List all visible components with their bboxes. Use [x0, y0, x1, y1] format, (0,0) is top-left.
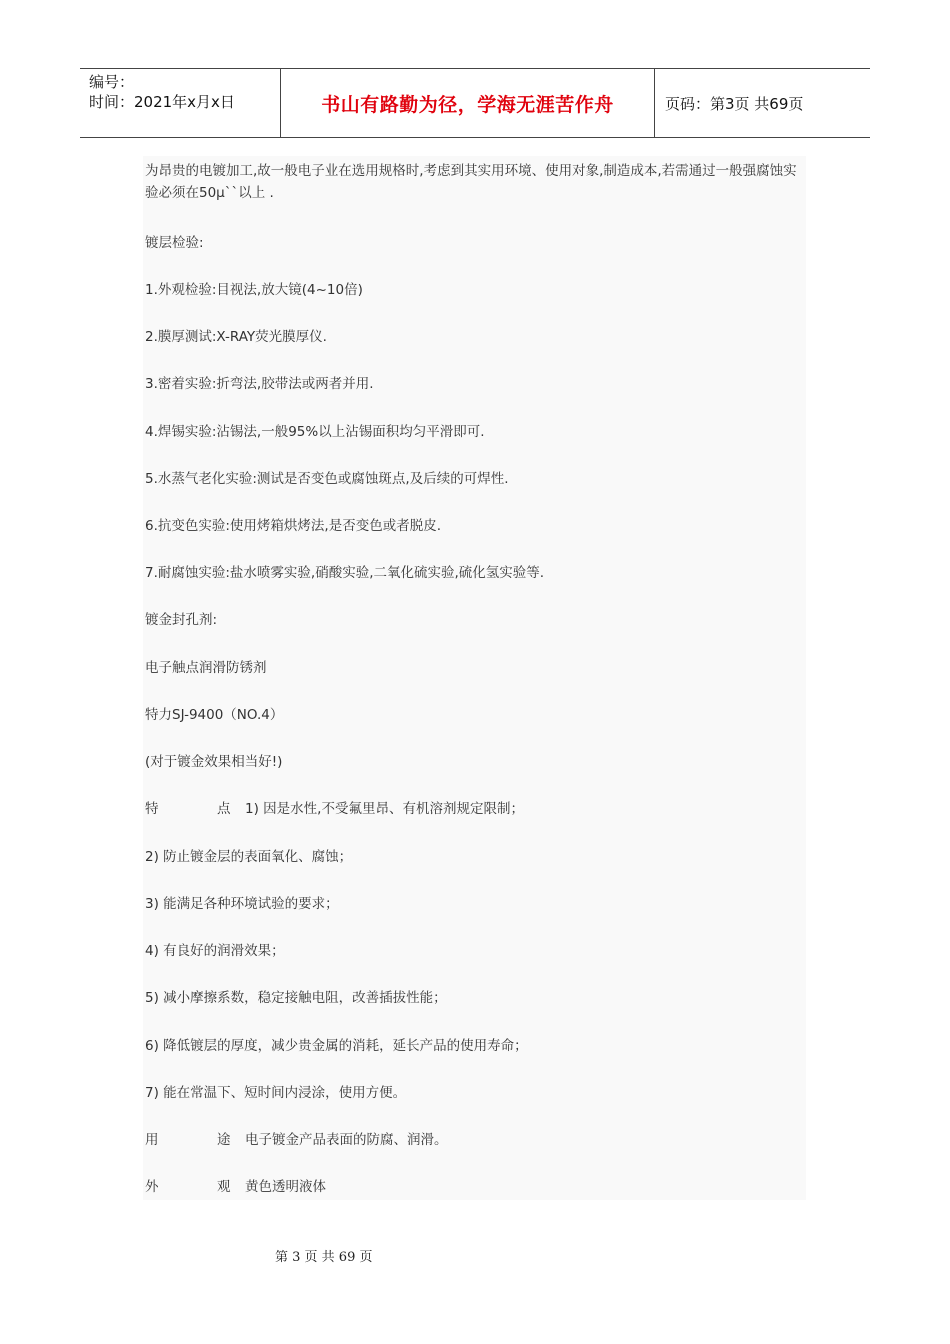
page-header	[80, 68, 870, 138]
product-note: (对于镀金效果相当好!)	[145, 754, 283, 770]
feature-item: 3) 能满足各种环境试验的要求；	[145, 896, 339, 912]
feature-item: 4) 有良好的润滑效果；	[145, 943, 285, 959]
features-label-b: 点	[217, 801, 231, 817]
appearance-row	[145, 1176, 326, 1198]
inspection-item: 7.耐腐蚀实验:盐水喷雾实验,硝酸实验,二氧化硫实验,硫化氢实验等.	[145, 565, 545, 581]
inspection-title: 镀层检验:	[145, 235, 204, 251]
inspection-item: 4.焊锡实验:沾锡法,一般95%以上沾锡面积均匀平滑即可.	[145, 424, 485, 440]
usage-label-b: 途	[217, 1132, 231, 1148]
features-row	[145, 798, 524, 820]
feature-item: 6) 降低镀层的厚度，减少贵金属的消耗，延长产品的使用寿命；	[145, 1038, 528, 1054]
product-name: 特力SJ-9400（NO.4）	[145, 707, 284, 723]
appearance-label-b: 观	[217, 1179, 231, 1195]
number-label: 编号：	[89, 73, 135, 91]
inspection-item: 6.抗变色实验:使用烤箱烘烤法,是否变色或者脱皮.	[145, 518, 442, 534]
document-body	[143, 156, 806, 1200]
usage-text: 电子镀金产品表面的防腐、润滑。	[245, 1132, 448, 1148]
inspection-item: 1.外观检验:目视法,放大镜(4~10倍)	[145, 282, 363, 298]
feature-item: 1) 因是水性,不受氟里昂、有机溶剂规定限制；	[245, 801, 524, 817]
feature-item: 2) 防止镀金层的表面氧化、腐蚀；	[145, 849, 353, 865]
header-motto: 书山有路勤为径，学海无涯苦作舟	[281, 69, 655, 137]
feature-item: 7) 能在常温下、短时间内浸涂，使用方便。	[145, 1085, 407, 1101]
sealant-title: 镀金封孔剂:	[145, 612, 218, 628]
appearance-label-a: 外	[145, 1179, 159, 1195]
product-description: 电子触点润滑防锈剂	[145, 660, 267, 676]
date-label: 时间：2021年x月x日	[89, 93, 235, 111]
features-label-a: 特	[145, 801, 159, 817]
usage-row	[145, 1129, 448, 1151]
usage-label-a: 用	[145, 1132, 159, 1148]
inspection-item: 3.密着实验:折弯法,胶带法或两者并用.	[145, 376, 374, 392]
appearance-text: 黄色透明液体	[245, 1179, 326, 1195]
feature-item: 5) 减小摩擦系数，稳定接触电阻，改善插拔性能；	[145, 990, 447, 1006]
page-footer: 第 3 页 共 69 页	[275, 1250, 373, 1265]
inspection-item: 5.水蒸气老化实验:测试是否变色或腐蚀斑点,及后续的可焊性.	[145, 471, 509, 487]
header-page-info: 页码：第3页 共69页	[665, 94, 804, 113]
inspection-item: 2.膜厚测试:X-RAY荧光膜厚仪.	[145, 329, 327, 345]
intro-paragraph: 为昂贵的电镀加工,故一般电子业在选用规格时,考虑到其实用环境、使用对象,制造成本,若需通过一般强腐蚀实验必须在50μ``以上 .	[145, 163, 797, 201]
header-meta	[80, 69, 281, 137]
